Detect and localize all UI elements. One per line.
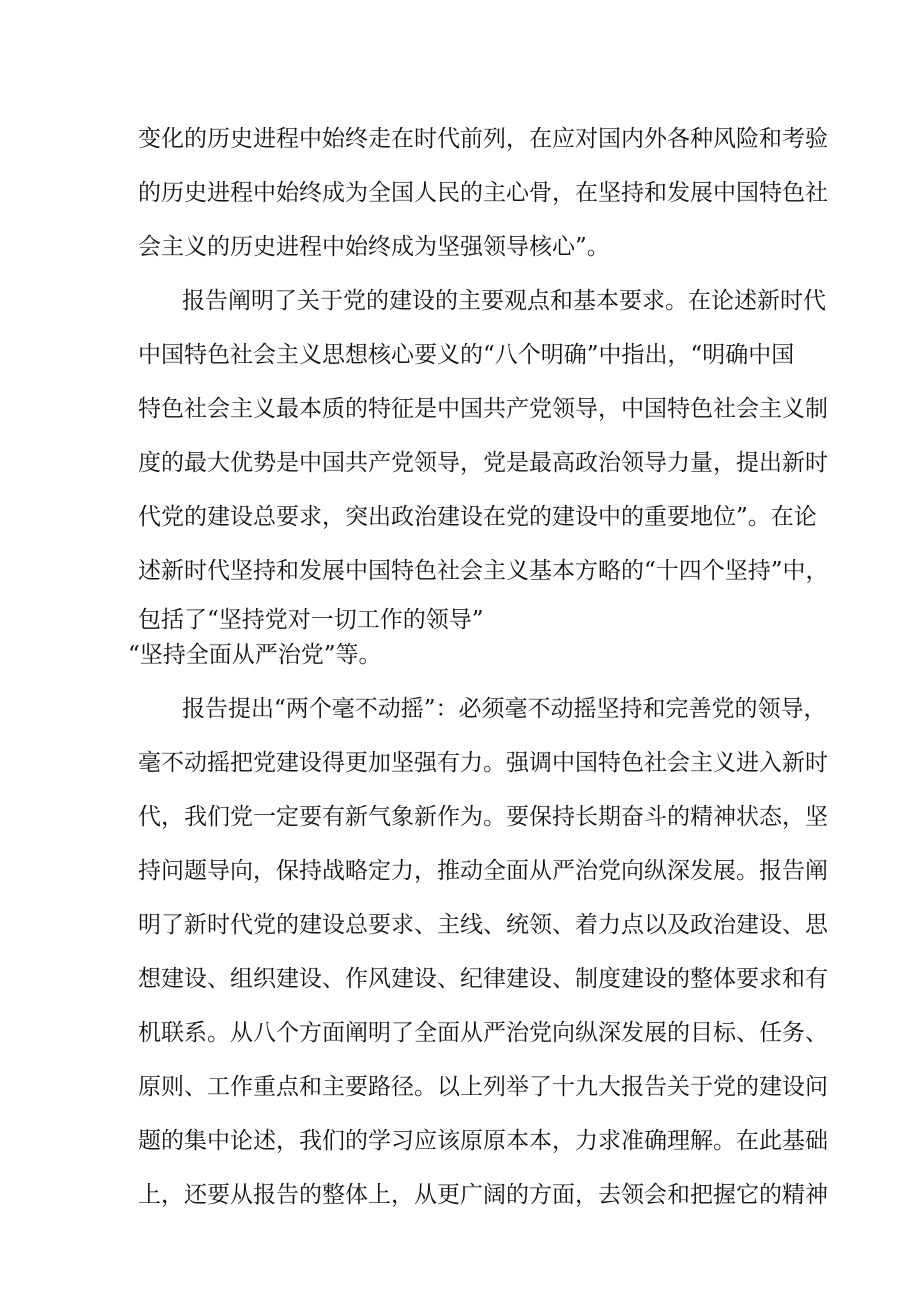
text-line: 会主义的历史进程中始终成为坚强领导核心”。 — [138, 234, 610, 260]
text-line: 度的最大优势是中国共产党领导，党是最高政治领导力量，提出新时 — [138, 450, 828, 476]
text-line: “坚持全面从严治党”等。 — [128, 642, 382, 668]
text-line: 代，我们党一定要有新气象新作为。要保持长期奋斗的精神状态，坚 — [138, 804, 828, 830]
text-line: 变化的历史进程中始终走在时代前列，在应对国内外各种风险和考验 — [138, 126, 828, 152]
text-line: 毫不动摇把党建设得更加坚强有力。强调中国特色社会主义进入新时 — [138, 750, 828, 776]
text-line: 代党的建设总要求，突出政治建设在党的建设中的重要地位”。在论 — [138, 504, 817, 530]
text-line: 述新时代坚持和发展中国特色社会主义基本方略的“十四个坚持”中， — [138, 558, 829, 584]
text-line: 题的集中论述，我们的学习应该原原本本，力求准确理解。在此基础 — [138, 1128, 828, 1154]
paragraph-first-line: 报告提出“两个毫不动摇”：必须毫不动摇坚持和完善党的领导， — [182, 696, 827, 722]
text-line: 中国特色社会主义思想核心要义的“八个明确”中指出，“明确中国 — [138, 342, 795, 368]
text-line: 想建设、组织建设、作风建设、纪律建设、制度建设的整体要求和有 — [138, 966, 828, 992]
text-line: 机联系。从八个方面阐明了全面从严治党向纵深发展的目标、任务、 — [138, 1020, 828, 1046]
paragraph-first-line: 报告阐明了关于党的建设的主要观点和基本要求。在论述新时代 — [182, 288, 826, 314]
text-line: 的历史进程中始终成为全国人民的主心骨，在坚持和发展中国特色社 — [138, 180, 828, 206]
text-line: 持问题导向，保持战略定力，推动全面从严治党向纵深发展。报告阐 — [138, 858, 828, 884]
text-line: 特色社会主义最本质的特征是中国共产党领导，中国特色社会主义制 — [138, 396, 828, 422]
text-line: 原则、工作重点和主要路径。以上列举了十九大报告关于党的建设问 — [138, 1074, 828, 1100]
text-line: 包括了“坚持党对一切工作的领导” — [138, 607, 484, 633]
text-line: 上，还要从报告的整体上，从更广阔的方面，去领会和把握它的精神 — [138, 1182, 828, 1208]
text-line: 明了新时代党的建设总要求、主线、统领、着力点以及政治建设、思 — [138, 912, 828, 938]
